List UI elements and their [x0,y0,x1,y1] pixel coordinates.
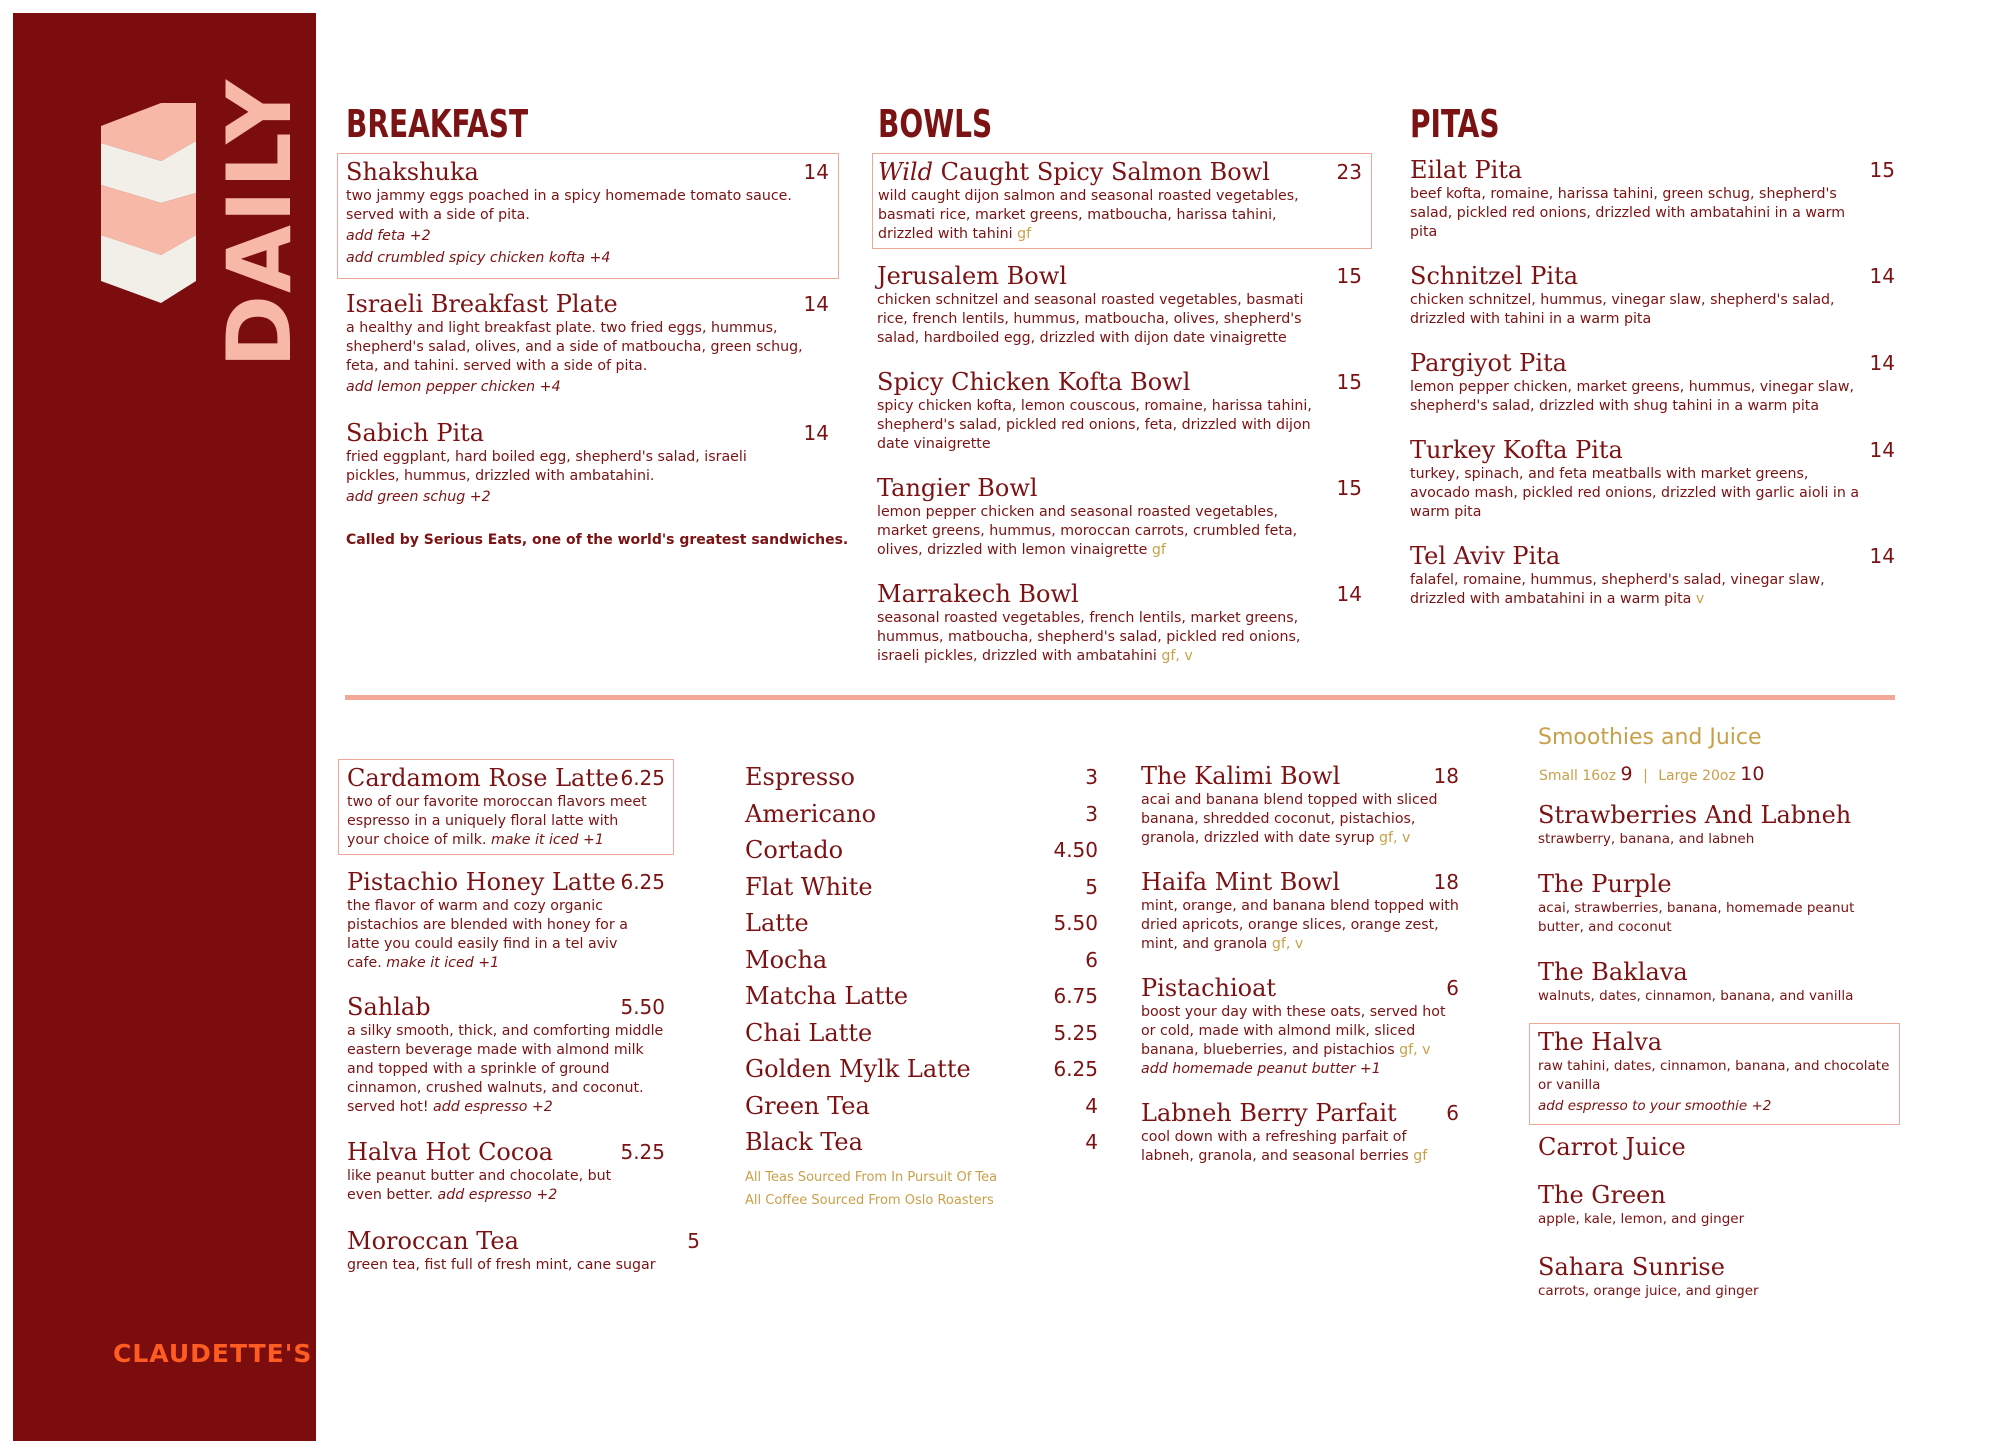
item-addon: add green schug +2 [346,489,491,505]
coffee-item-latte [745,905,1098,941]
item-name: The Purple [1538,870,1672,898]
item-name: Latte [745,909,809,937]
coffee-item-green-tea [745,1088,1098,1124]
item-name: Pistachioat [1141,974,1277,1002]
coffee-item-mocha [745,942,1098,978]
item-description: wild caught dijon salmon and seasonal roasted vegetables, basmati rice, market greens, matboucha, harissa tahini, drizzled with tahini gf [878,188,1299,242]
dietary-tag: gf [1017,226,1032,242]
menu-item-pistachio-honey-latte [347,867,665,973]
item-description: chicken schnitzel, hummus, vinegar slaw, shepherd's salad, drizzled with tahini in a warm pita [1410,292,1835,327]
smoothies-heading: Smoothies and Juice [1538,725,1762,750]
menu-item-eilat-pita [1410,155,1895,242]
item-name: The Baklava [1538,958,1688,986]
item-price: 3 [1085,802,1098,826]
breakfast-heading: BREAKFAST [346,102,529,146]
item-price: 4 [1085,1130,1098,1154]
item-name: Sahlab [347,993,431,1021]
item-price: 14 [803,292,829,316]
item-name: Schnitzel Pita [1410,262,1579,290]
item-extra: make it iced +1 [491,832,604,848]
menu-item-salmon-bowl [872,153,1372,249]
item-name: Pargiyot Pita [1410,349,1567,377]
item-name: Cardamom Rose Latte [347,764,619,792]
item-description: a silky smooth, thick, and comforting middle eastern beverage made with almond milk and topped with a sprinkle of ground cinnamon, crushed walnuts, and coconut. served hot! add espresso +2 [347,1023,664,1115]
dietary-tag: v [1695,591,1705,607]
item-name: Labneh Berry Parfait [1141,1099,1397,1127]
item-description: falafel, romaine, hummus, shepherd's salad, vinegar slaw, drizzled with ambatahini in a warm pita v [1410,572,1825,607]
dietary-tag: gf [1151,542,1166,558]
item-price: 23 [1336,160,1362,184]
coffee-item-americano [745,796,1098,832]
coffee-item-black-tea [745,1124,1098,1160]
item-description: turkey, spinach, and feta meatballs with market greens, avocado mash, pickled red onions, drizzled with garlic aioli in a warm pita [1410,466,1860,520]
item-description: lemon pepper chicken and seasonal roasted vegetables, market greens, hummus, moroccan carrots, crumbled feta, olives, drizzled with lemon vinaigrette gf [877,504,1298,558]
item-name: Turkey Kofta Pita [1410,436,1623,464]
smoothie-sizes [1539,763,1764,785]
item-price: 4 [1085,1094,1098,1118]
bowls-heading: BOWLS [878,102,993,146]
menu-item-schnitzel-pita [1410,261,1895,329]
menu-item-pargiyot-pita [1410,348,1895,416]
tea-source-note: All Teas Sourced From In Pursuit Of Tea [745,1170,998,1185]
smoothie-the-baklava [1538,957,1888,1006]
item-description: a healthy and light breakfast plate. two fried eggs, hummus, shepherd's salad, olives, and a side of matboucha, green schug, feta, and tahini. served with a side of pita. [346,320,803,374]
item-name: Sabich Pita [346,419,485,447]
daily-title: DAILY [208,78,311,368]
item-description: apple, kale, lemon, and ginger [1538,1211,1745,1227]
item-description: carrots, orange juice, and ginger [1538,1283,1759,1299]
item-name: The Green [1538,1181,1666,1209]
coffee-item-matcha-latte [745,978,1098,1014]
menu-item-tangier-bowl [877,473,1362,560]
item-price: 14 [1869,264,1895,288]
menu-item-labneh-berry-parfait [1141,1098,1459,1166]
dietary-tag: gf, v [1161,648,1193,664]
item-description: strawberry, banana, and labneh [1538,831,1755,847]
menu-item-jerusalem-bowl [877,261,1362,348]
item-price: 15 [1336,264,1362,288]
menu-item-spicy-chicken-kofta-bowl [877,367,1362,454]
menu-item-israeli-breakfast [346,289,829,398]
item-name: Americano [745,800,877,828]
item-name: Eilat Pita [1410,156,1523,184]
item-name [878,157,1362,187]
item-name: Spicy Chicken Kofta Bowl [877,368,1191,396]
item-description: acai and banana blend topped with sliced banana, shredded coconut, pistachios, granola, drizzled with date syrup gf, v [1141,792,1438,846]
smoothie-carrot-juice [1538,1132,1888,1162]
item-description: two jammy eggs poached in a spicy homemade tomato sauce. served with a side of pita. [346,188,792,223]
item-description: seasonal roasted vegetables, french lentils, market greens, hummus, matboucha, shepherd's salad, pickled red onions, israeli pickles, drizzled with ambatahini gf, v [877,610,1301,664]
item-description: the flavor of warm and cozy organic pistachios are blended with honey for a latte you could easily find in a tel aviv cafe. make it iced +1 [347,898,628,971]
item-name: The Halva [1538,1028,1663,1056]
item-price: 4.50 [1053,838,1098,862]
menu-item-sahlab [347,992,665,1117]
item-name-rest: Caught Spicy Salmon Bowl [940,158,1270,186]
coffee-item-cortado [745,832,1098,868]
size-separator: | [1643,768,1648,784]
item-price: 15 [1336,370,1362,394]
item-description: raw tahini, dates, cinnamon, banana, and chocolate or vanilla [1538,1058,1890,1093]
item-name: Espresso [745,763,855,791]
item-description: mint, orange, and banana blend topped with dried apricots, orange slices, orange zest, mint, and granola gf, v [1141,898,1459,952]
item-price: 14 [1869,351,1895,375]
menu-item-marrakech-bowl [877,579,1362,666]
item-description: lemon pepper chicken, market greens, hummus, vinegar slaw, shepherd's salad, drizzled with shug tahini in a warm pita [1410,379,1854,414]
chevron-logo-icon [101,103,221,328]
item-price: 5 [687,1229,700,1253]
menu-item-sabich-pita [346,418,829,508]
smoothie-the-green [1538,1180,1888,1229]
menu-item-tel-aviv-pita [1410,541,1895,609]
item-name: Israeli Breakfast Plate [346,290,618,318]
dietary-tag: gf [1413,1148,1428,1164]
item-name: Marrakech Bowl [877,580,1079,608]
menu-item-moroccan-tea [347,1226,700,1275]
item-description: cool down with a refreshing parfait of labneh, granola, and seasonal berries gf [1141,1129,1428,1164]
item-name: Shakshuka [346,158,479,186]
coffee-item-espresso [745,759,1098,795]
smoothie-sahara-sunrise [1538,1252,1888,1301]
dietary-tag: gf, v [1399,1042,1431,1058]
item-price: 14 [1869,544,1895,568]
item-name: Haifa Mint Bowl [1141,868,1341,896]
item-name: Black Tea [745,1128,863,1156]
item-price: 6.25 [1053,1057,1098,1081]
coffee-item-flat-white [745,869,1098,905]
item-name: Chai Latte [745,1019,873,1047]
item-addon: add homemade peanut butter +1 [1141,1061,1381,1077]
item-name: Cortado [745,836,844,864]
coffee-item-golden-mylk-latte [745,1051,1098,1087]
sidebar-panel [13,13,316,1441]
item-price: 14 [1869,438,1895,462]
item-description: walnuts, dates, cinnamon, banana, and vanilla [1538,988,1854,1004]
item-name: Carrot Juice [1538,1133,1686,1161]
smoothie-strawberries-labneh [1538,800,1888,849]
item-name: Moroccan Tea [347,1227,519,1255]
item-extra: make it iced +1 [386,955,500,971]
item-price: 5.25 [620,1140,665,1164]
menu-item-cardamom-rose-latte [338,759,674,855]
dietary-tag: gf, v [1378,830,1411,846]
item-extra: add espresso +2 [433,1099,553,1115]
menu-item-pistachioat [1141,973,1459,1079]
item-price: 3 [1085,765,1098,789]
serious-eats-quote: Called by Serious Eats, one of the world's greatest sandwiches. [346,532,849,548]
item-description: fried eggplant, hard boiled egg, shepherd's salad, israeli pickles, hummus, drizzled with ambatahini. [346,449,747,484]
item-price: 6.75 [1053,984,1098,1008]
item-description: two of our favorite moroccan flavors meet espresso in a uniquely floral latte with your choice of milk. make it iced +1 [347,794,647,848]
item-price: 14 [803,160,829,184]
section-divider [345,695,1895,700]
item-name: Jerusalem Bowl [877,262,1067,290]
item-price: 6 [1085,948,1098,972]
item-name: Golden Mylk Latte [745,1055,971,1083]
item-price: 6.25 [620,766,665,790]
item-description: like peanut butter and chocolate, but even better. add espresso +2 [347,1168,612,1203]
item-extra: add espresso +2 [437,1187,558,1203]
item-price: 14 [803,421,829,445]
item-price: 6 [1446,1101,1459,1125]
item-name: Strawberries And Labneh [1538,801,1852,829]
item-name-italic: Wild [878,158,933,186]
large-size-label: Large 20oz [1658,768,1736,784]
smoothie-the-halva [1529,1023,1900,1125]
item-addon: add feta +2 [346,228,431,244]
item-name: The Kalimi Bowl [1141,762,1341,790]
menu-item-turkey-kofta-pita [1410,435,1895,522]
menu-item-shakshuka [337,153,839,279]
brand-logo: CLAUDETTE'S [113,1339,313,1368]
item-addon: add lemon pepper chicken +4 [346,379,561,395]
coffee-source-note: All Coffee Sourced From Oslo Roasters [745,1193,994,1208]
item-price: 6.25 [620,870,665,894]
large-size-price: 10 [1740,763,1765,785]
item-name: Sahara Sunrise [1538,1253,1725,1281]
item-name: Mocha [745,946,828,974]
item-name: Tel Aviv Pita [1410,542,1561,570]
item-price: 15 [1336,476,1362,500]
small-size-price: 9 [1620,763,1633,785]
item-price: 5.50 [620,995,665,1019]
item-description: acai, strawberries, banana, homemade peanut butter, and coconut [1538,900,1855,935]
item-name: Halva Hot Cocoa [347,1138,554,1166]
item-addon: add crumbled spicy chicken kofta +4 [346,250,611,266]
smoothie-the-purple [1538,869,1888,937]
menu-item-halva-hot-cocoa [347,1137,665,1205]
item-price: 6 [1446,976,1459,1000]
coffee-item-chai-latte [745,1015,1098,1051]
item-name: Green Tea [745,1092,870,1120]
dietary-tag: gf, v [1271,936,1304,952]
item-price: 15 [1869,158,1895,182]
item-name: Tangier Bowl [877,474,1038,502]
item-price: 18 [1433,870,1459,894]
item-price: 5 [1085,875,1098,899]
item-name: Matcha Latte [745,982,909,1010]
item-price: 18 [1433,764,1459,788]
item-price: 5.25 [1053,1021,1098,1045]
item-addon: add espresso to your smoothie +2 [1538,1098,1772,1114]
item-description: chicken schnitzel and seasonal roasted vegetables, basmati rice, french lentils, hummus, matboucha, olives, shepherd's salad, hardboiled egg, drizzled with dijon date vinaigrette [877,292,1304,346]
item-name: Pistachio Honey Latte [347,868,616,896]
menu-item-kalimi-bowl [1141,761,1459,848]
item-price: 14 [1336,582,1362,606]
small-size-label: Small 16oz [1539,768,1617,784]
item-name: Flat White [745,873,873,901]
item-description: boost your day with these oats, served hot or cold, made with almond milk, sliced banana, blueberries, and pistachios gf, v [1141,1004,1446,1058]
item-price: 5.50 [1053,911,1098,935]
item-description: spicy chicken kofta, lemon couscous, romaine, harissa tahini, shepherd's salad, pickled red onions, feta, drizzled with dijon date vinaigrette [877,398,1312,452]
menu-item-haifa-mint-bowl [1141,867,1459,954]
item-description: beef kofta, romaine, harissa tahini, green schug, shepherd's salad, pickled red onions, drizzled with ambatahini in a warm pita [1410,186,1846,240]
item-description: green tea, fist full of fresh mint, cane sugar [347,1257,656,1273]
pitas-heading: PITAS [1410,102,1500,146]
